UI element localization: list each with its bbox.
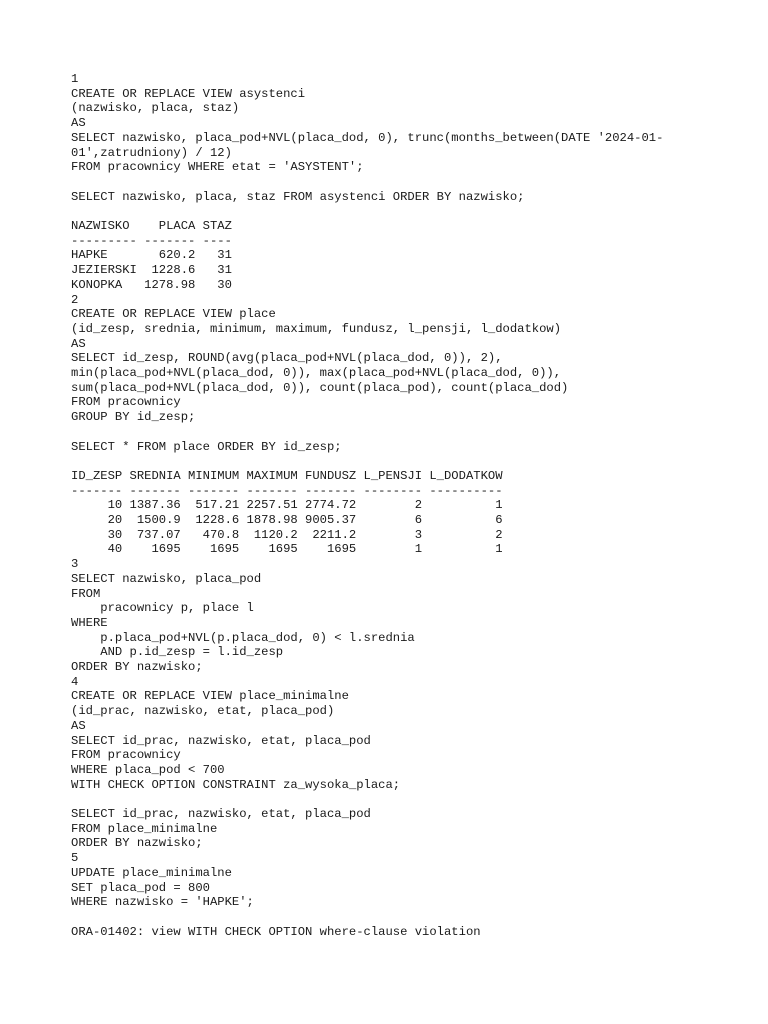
text-line: AS [71,718,86,733]
text-line: (id_zesp, srednia, minimum, maximum, fundusz, l_pensji, l_dodatkow) [71,321,562,336]
text-line: AS [71,336,86,351]
text-line: SET placa_pod = 800 [71,880,210,895]
text-line: 2 [71,292,79,307]
document-text [71,72,761,939]
table-row: KONOPKA 1278.98 30 [71,277,232,292]
blank-line [71,910,761,925]
text-line: CREATE OR REPLACE VIEW place [71,307,276,322]
text-line: 3 [71,557,79,572]
text-line: FROM place_minimalne [71,821,218,836]
table-separator: --------- ------- ---- [71,233,232,248]
text-line: WHERE placa_pod < 700 [71,762,225,777]
text-line: AS [71,116,86,131]
text-line: WITH CHECK OPTION CONSTRAINT za_wysoka_placa; [71,777,401,792]
text-line: WHERE [71,615,108,630]
text-line: CREATE OR REPLACE VIEW place_minimalne [71,689,349,704]
text-line: 1 [71,72,79,86]
text-line: SELECT nazwisko, placa, staz FROM asystenci ORDER BY nazwisko; [71,189,525,204]
text-line: (id_prac, nazwisko, etat, placa_pod) [71,704,335,719]
text-line: AND p.id_zesp = l.id_zesp [71,645,284,660]
table-row: JEZIERSKI 1228.6 31 [71,263,232,278]
table-row: 40 1695 1695 1695 1695 1 1 [71,542,503,557]
text-line: WHERE nazwisko = 'HAPKE'; [71,895,254,910]
text-line: min(placa_pod+NVL(placa_dod, 0)), max(placa_pod+NVL(placa_dod, 0)), [71,366,562,381]
text-line: UPDATE place_minimalne [71,865,232,880]
text-line: FROM [71,586,101,601]
table-row: HAPKE 620.2 31 [71,248,232,263]
table-row: 30 737.07 470.8 1120.2 2211.2 3 2 [71,527,503,542]
text-line: SELECT id_zesp, ROUND(avg(placa_pod+NVL(placa_dod, 0)), 2), [71,351,503,366]
text-line: ORDER BY nazwisko; [71,836,203,851]
text-line: SELECT * FROM place ORDER BY id_zesp; [71,439,342,454]
text-line: CREATE OR REPLACE VIEW asystenci [71,86,306,101]
text-line: FROM pracownicy [71,395,181,410]
table-row: 20 1500.9 1228.6 1878.98 9005.37 6 6 [71,513,503,528]
error-message: ORA-01402: view WITH CHECK OPTION where-clause violation [71,924,481,939]
text-line: SELECT id_prac, nazwisko, etat, placa_pod [71,733,371,748]
text-line: ORDER BY nazwisko; [71,660,203,675]
text-line: 01',zatrudniony) / 12) [71,145,232,160]
blank-line [71,454,761,469]
table-row: 10 1387.36 517.21 2257.51 2774.72 2 1 [71,498,503,513]
text-line: FROM pracownicy WHERE etat = 'ASYSTENT'; [71,160,364,175]
text-line: 5 [71,851,79,866]
blank-line [71,204,761,219]
table-separator: ------- ------- ------- ------- ------- -------- ---------- [71,483,503,498]
text-line: FROM pracownicy [71,748,181,763]
table-header: ID_ZESP SREDNIA MINIMUM MAXIMUM FUNDUSZ L_PENSJI L_DODATKOW [71,468,503,483]
blank-line [71,792,761,807]
text-line: SELECT id_prac, nazwisko, etat, placa_pod [71,807,371,822]
text-line: sum(placa_pod+NVL(placa_dod, 0)), count(placa_pod), count(placa_dod) [71,380,569,395]
text-line: p.placa_pod+NVL(p.placa_dod, 0) < l.srednia [71,630,415,645]
text-line: (nazwisko, placa, staz) [71,101,240,116]
table-header: NAZWISKO PLACA STAZ [71,219,232,233]
text-line: GROUP BY id_zesp; [71,410,196,425]
text-line: 4 [71,674,79,689]
text-line: SELECT nazwisko, placa_pod [71,571,262,586]
text-line: pracownicy p, place l [71,601,254,616]
blank-line [71,425,761,440]
text-line: SELECT nazwisko, placa_pod+NVL(placa_dod, 0), trunc(months_between(DATE '2024-01- [71,130,664,145]
blank-line [71,175,761,190]
